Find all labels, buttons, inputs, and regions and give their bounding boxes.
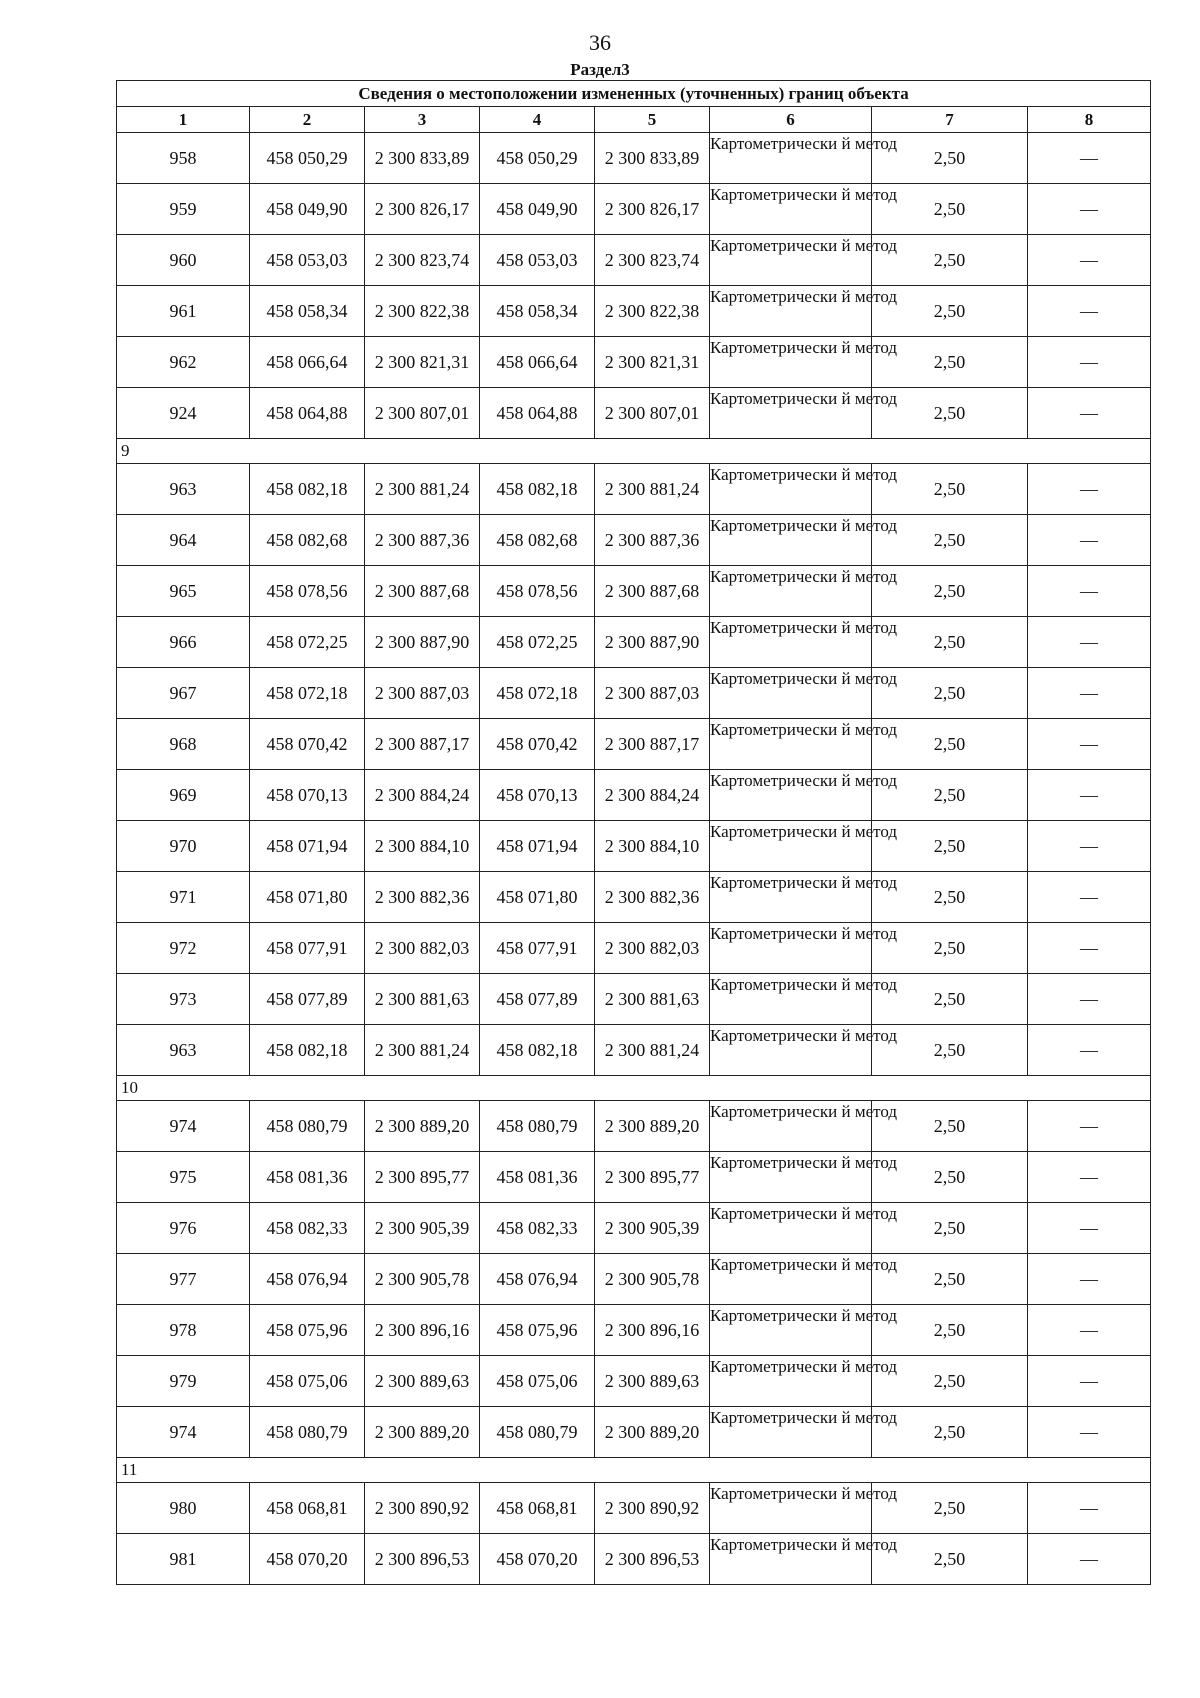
y-new-cell: 2 300 822,38 <box>595 286 710 337</box>
x-old-cell: 458 050,29 <box>250 133 365 184</box>
accuracy-cell: 2,50 <box>872 923 1028 974</box>
method-cell: Картометрически й метод <box>710 1534 872 1585</box>
table-row <box>117 133 1151 184</box>
accuracy-cell: 2,50 <box>872 1534 1028 1585</box>
table-row <box>117 617 1151 668</box>
y-old-cell: 2 300 896,16 <box>365 1305 480 1356</box>
accuracy-cell: 2,50 <box>872 388 1028 439</box>
point-number-cell: 924 <box>117 388 250 439</box>
method-cell: Картометрически й метод <box>710 1356 872 1407</box>
x-old-cell: 458 070,13 <box>250 770 365 821</box>
description-cell: — <box>1028 1356 1151 1407</box>
description-cell: — <box>1028 872 1151 923</box>
x-new-cell: 458 082,18 <box>480 464 595 515</box>
accuracy-cell: 2,50 <box>872 464 1028 515</box>
point-number-cell: 963 <box>117 464 250 515</box>
x-old-cell: 458 082,33 <box>250 1203 365 1254</box>
y-old-cell: 2 300 889,20 <box>365 1407 480 1458</box>
accuracy-cell: 2,50 <box>872 1203 1028 1254</box>
x-old-cell: 458 082,68 <box>250 515 365 566</box>
description-cell: — <box>1028 1305 1151 1356</box>
y-old-cell: 2 300 826,17 <box>365 184 480 235</box>
method-cell: Картометрически й метод <box>710 286 872 337</box>
point-number-cell: 979 <box>117 1356 250 1407</box>
description-cell: — <box>1028 617 1151 668</box>
x-old-cell: 458 081,36 <box>250 1152 365 1203</box>
description-cell: — <box>1028 1483 1151 1534</box>
table-row <box>117 974 1151 1025</box>
y-new-cell: 2 300 887,90 <box>595 617 710 668</box>
x-old-cell: 458 082,18 <box>250 1025 365 1076</box>
accuracy-cell: 2,50 <box>872 821 1028 872</box>
x-old-cell: 458 075,96 <box>250 1305 365 1356</box>
accuracy-cell: 2,50 <box>872 974 1028 1025</box>
y-new-cell: 2 300 821,31 <box>595 337 710 388</box>
description-cell: — <box>1028 184 1151 235</box>
point-number-cell: 967 <box>117 668 250 719</box>
point-number-cell: 962 <box>117 337 250 388</box>
table-body <box>117 133 1151 1585</box>
x-old-cell: 458 053,03 <box>250 235 365 286</box>
x-new-cell: 458 078,56 <box>480 566 595 617</box>
description-cell: — <box>1028 235 1151 286</box>
point-number-cell: 965 <box>117 566 250 617</box>
x-new-cell: 458 070,42 <box>480 719 595 770</box>
x-new-cell: 458 058,34 <box>480 286 595 337</box>
description-cell: — <box>1028 821 1151 872</box>
description-cell: — <box>1028 1025 1151 1076</box>
contour-group-row <box>117 1076 1151 1101</box>
point-number-cell: 959 <box>117 184 250 235</box>
y-new-cell: 2 300 889,20 <box>595 1407 710 1458</box>
description-cell: — <box>1028 719 1151 770</box>
x-old-cell: 458 070,20 <box>250 1534 365 1585</box>
table-caption: Сведения о местоположении измененных (уточненных) границ объекта <box>117 81 1151 107</box>
x-new-cell: 458 070,13 <box>480 770 595 821</box>
accuracy-cell: 2,50 <box>872 1356 1028 1407</box>
method-cell: Картометрически й метод <box>710 388 872 439</box>
method-cell: Картометрически й метод <box>710 133 872 184</box>
table-row <box>117 464 1151 515</box>
point-number-cell: 972 <box>117 923 250 974</box>
y-old-cell: 2 300 887,17 <box>365 719 480 770</box>
x-new-cell: 458 082,68 <box>480 515 595 566</box>
y-new-cell: 2 300 887,36 <box>595 515 710 566</box>
point-number-cell: 963 <box>117 1025 250 1076</box>
description-cell: — <box>1028 388 1151 439</box>
point-number-cell: 961 <box>117 286 250 337</box>
point-number-cell: 969 <box>117 770 250 821</box>
y-new-cell: 2 300 895,77 <box>595 1152 710 1203</box>
accuracy-cell: 2,50 <box>872 1254 1028 1305</box>
description-cell: — <box>1028 1152 1151 1203</box>
method-cell: Картометрически й метод <box>710 1203 872 1254</box>
x-new-cell: 458 068,81 <box>480 1483 595 1534</box>
x-new-cell: 458 053,03 <box>480 235 595 286</box>
description-cell: — <box>1028 1203 1151 1254</box>
table-row <box>117 872 1151 923</box>
contour-number: 11 <box>117 1458 1151 1483</box>
accuracy-cell: 2,50 <box>872 515 1028 566</box>
y-old-cell: 2 300 887,03 <box>365 668 480 719</box>
method-cell: Картометрически й метод <box>710 235 872 286</box>
table-row <box>117 515 1151 566</box>
accuracy-cell: 2,50 <box>872 872 1028 923</box>
description-cell: — <box>1028 515 1151 566</box>
description-cell: — <box>1028 974 1151 1025</box>
x-old-cell: 458 049,90 <box>250 184 365 235</box>
x-new-cell: 458 064,88 <box>480 388 595 439</box>
table-row <box>117 923 1151 974</box>
x-new-cell: 458 050,29 <box>480 133 595 184</box>
point-number-cell: 975 <box>117 1152 250 1203</box>
x-new-cell: 458 072,18 <box>480 668 595 719</box>
point-number-cell: 966 <box>117 617 250 668</box>
y-new-cell: 2 300 807,01 <box>595 388 710 439</box>
x-old-cell: 458 064,88 <box>250 388 365 439</box>
y-new-cell: 2 300 881,24 <box>595 464 710 515</box>
x-new-cell: 458 071,80 <box>480 872 595 923</box>
x-new-cell: 458 075,06 <box>480 1356 595 1407</box>
x-old-cell: 458 078,56 <box>250 566 365 617</box>
column-number: 6 <box>710 107 872 133</box>
y-old-cell: 2 300 905,39 <box>365 1203 480 1254</box>
point-number-cell: 960 <box>117 235 250 286</box>
description-cell: — <box>1028 668 1151 719</box>
x-old-cell: 458 080,79 <box>250 1101 365 1152</box>
point-number-cell: 978 <box>117 1305 250 1356</box>
description-cell: — <box>1028 286 1151 337</box>
table-row <box>117 1407 1151 1458</box>
method-cell: Картометрически й метод <box>710 1407 872 1458</box>
accuracy-cell: 2,50 <box>872 719 1028 770</box>
column-number: 5 <box>595 107 710 133</box>
method-cell: Картометрически й метод <box>710 923 872 974</box>
y-old-cell: 2 300 884,10 <box>365 821 480 872</box>
accuracy-cell: 2,50 <box>872 1483 1028 1534</box>
contour-number: 9 <box>117 439 1151 464</box>
accuracy-cell: 2,50 <box>872 1305 1028 1356</box>
contour-group-row <box>117 439 1151 464</box>
y-old-cell: 2 300 890,92 <box>365 1483 480 1534</box>
table-row <box>117 668 1151 719</box>
table-row <box>117 821 1151 872</box>
method-cell: Картометрически й метод <box>710 1152 872 1203</box>
accuracy-cell: 2,50 <box>872 566 1028 617</box>
method-cell: Картометрически й метод <box>710 566 872 617</box>
y-new-cell: 2 300 882,36 <box>595 872 710 923</box>
description-cell: — <box>1028 1407 1151 1458</box>
column-number-row <box>117 107 1151 133</box>
y-old-cell: 2 300 807,01 <box>365 388 480 439</box>
y-old-cell: 2 300 833,89 <box>365 133 480 184</box>
point-number-cell: 981 <box>117 1534 250 1585</box>
coordinates-table <box>116 80 1151 1585</box>
table-row <box>117 1254 1151 1305</box>
x-new-cell: 458 082,33 <box>480 1203 595 1254</box>
y-new-cell: 2 300 905,39 <box>595 1203 710 1254</box>
x-old-cell: 458 072,18 <box>250 668 365 719</box>
y-new-cell: 2 300 896,16 <box>595 1305 710 1356</box>
x-new-cell: 458 077,91 <box>480 923 595 974</box>
x-new-cell: 458 070,20 <box>480 1534 595 1585</box>
accuracy-cell: 2,50 <box>872 286 1028 337</box>
x-old-cell: 458 071,80 <box>250 872 365 923</box>
x-new-cell: 458 071,94 <box>480 821 595 872</box>
y-old-cell: 2 300 887,90 <box>365 617 480 668</box>
y-old-cell: 2 300 884,24 <box>365 770 480 821</box>
method-cell: Картометрически й метод <box>710 337 872 388</box>
x-old-cell: 458 076,94 <box>250 1254 365 1305</box>
y-old-cell: 2 300 881,63 <box>365 974 480 1025</box>
method-cell: Картометрически й метод <box>710 719 872 770</box>
accuracy-cell: 2,50 <box>872 1101 1028 1152</box>
table-row <box>117 770 1151 821</box>
table-row <box>117 388 1151 439</box>
accuracy-cell: 2,50 <box>872 617 1028 668</box>
y-new-cell: 2 300 826,17 <box>595 184 710 235</box>
y-old-cell: 2 300 881,24 <box>365 1025 480 1076</box>
x-old-cell: 458 075,06 <box>250 1356 365 1407</box>
description-cell: — <box>1028 1254 1151 1305</box>
x-old-cell: 458 066,64 <box>250 337 365 388</box>
method-cell: Картометрически й метод <box>710 770 872 821</box>
table-row <box>117 184 1151 235</box>
y-new-cell: 2 300 905,78 <box>595 1254 710 1305</box>
y-old-cell: 2 300 823,74 <box>365 235 480 286</box>
table-row <box>117 286 1151 337</box>
y-new-cell: 2 300 833,89 <box>595 133 710 184</box>
y-old-cell: 2 300 895,77 <box>365 1152 480 1203</box>
y-old-cell: 2 300 889,20 <box>365 1101 480 1152</box>
x-old-cell: 458 077,89 <box>250 974 365 1025</box>
page-number: 36 <box>589 30 611 55</box>
point-number-cell: 968 <box>117 719 250 770</box>
method-cell: Картометрически й метод <box>710 617 872 668</box>
method-cell: Картометрически й метод <box>710 821 872 872</box>
point-number-cell: 964 <box>117 515 250 566</box>
x-new-cell: 458 049,90 <box>480 184 595 235</box>
table-row <box>117 1305 1151 1356</box>
y-old-cell: 2 300 822,38 <box>365 286 480 337</box>
point-number-cell: 970 <box>117 821 250 872</box>
description-cell: — <box>1028 464 1151 515</box>
y-new-cell: 2 300 823,74 <box>595 235 710 286</box>
contour-group-row <box>117 1458 1151 1483</box>
y-new-cell: 2 300 887,03 <box>595 668 710 719</box>
table-row <box>117 1483 1151 1534</box>
table-caption-row <box>117 81 1151 107</box>
point-number-cell: 971 <box>117 872 250 923</box>
column-number: 7 <box>872 107 1028 133</box>
column-number: 8 <box>1028 107 1151 133</box>
x-new-cell: 458 066,64 <box>480 337 595 388</box>
point-number-cell: 980 <box>117 1483 250 1534</box>
x-old-cell: 458 070,42 <box>250 719 365 770</box>
y-new-cell: 2 300 887,68 <box>595 566 710 617</box>
x-new-cell: 458 077,89 <box>480 974 595 1025</box>
x-old-cell: 458 072,25 <box>250 617 365 668</box>
point-number-cell: 974 <box>117 1101 250 1152</box>
point-number-cell: 976 <box>117 1203 250 1254</box>
x-new-cell: 458 075,96 <box>480 1305 595 1356</box>
y-new-cell: 2 300 890,92 <box>595 1483 710 1534</box>
method-cell: Картометрически й метод <box>710 1101 872 1152</box>
x-new-cell: 458 072,25 <box>480 617 595 668</box>
y-old-cell: 2 300 905,78 <box>365 1254 480 1305</box>
x-old-cell: 458 058,34 <box>250 286 365 337</box>
description-cell: — <box>1028 770 1151 821</box>
y-new-cell: 2 300 889,63 <box>595 1356 710 1407</box>
method-cell: Картометрически й метод <box>710 1483 872 1534</box>
point-number-cell: 974 <box>117 1407 250 1458</box>
method-cell: Картометрически й метод <box>710 668 872 719</box>
y-new-cell: 2 300 881,24 <box>595 1025 710 1076</box>
description-cell: — <box>1028 337 1151 388</box>
y-new-cell: 2 300 884,10 <box>595 821 710 872</box>
description-cell: — <box>1028 923 1151 974</box>
column-number: 2 <box>250 107 365 133</box>
column-number: 3 <box>365 107 480 133</box>
method-cell: Картометрически й метод <box>710 1305 872 1356</box>
description-cell: — <box>1028 566 1151 617</box>
method-cell: Картометрически й метод <box>710 1025 872 1076</box>
y-new-cell: 2 300 881,63 <box>595 974 710 1025</box>
accuracy-cell: 2,50 <box>872 1407 1028 1458</box>
method-cell: Картометрически й метод <box>710 464 872 515</box>
y-new-cell: 2 300 896,53 <box>595 1534 710 1585</box>
method-cell: Картометрически й метод <box>710 974 872 1025</box>
y-old-cell: 2 300 821,31 <box>365 337 480 388</box>
column-number: 4 <box>480 107 595 133</box>
y-new-cell: 2 300 882,03 <box>595 923 710 974</box>
contour-number: 10 <box>117 1076 1151 1101</box>
x-new-cell: 458 081,36 <box>480 1152 595 1203</box>
y-new-cell: 2 300 887,17 <box>595 719 710 770</box>
table-row <box>117 566 1151 617</box>
x-new-cell: 458 076,94 <box>480 1254 595 1305</box>
y-old-cell: 2 300 896,53 <box>365 1534 480 1585</box>
accuracy-cell: 2,50 <box>872 1025 1028 1076</box>
accuracy-cell: 2,50 <box>872 337 1028 388</box>
y-old-cell: 2 300 881,24 <box>365 464 480 515</box>
point-number-cell: 977 <box>117 1254 250 1305</box>
method-cell: Картометрически й метод <box>710 1254 872 1305</box>
table-row <box>117 1356 1151 1407</box>
accuracy-cell: 2,50 <box>872 133 1028 184</box>
x-old-cell: 458 068,81 <box>250 1483 365 1534</box>
x-old-cell: 458 071,94 <box>250 821 365 872</box>
description-cell: — <box>1028 1101 1151 1152</box>
x-old-cell: 458 077,91 <box>250 923 365 974</box>
accuracy-cell: 2,50 <box>872 770 1028 821</box>
method-cell: Картометрически й метод <box>710 872 872 923</box>
table-row <box>117 1203 1151 1254</box>
description-cell: — <box>1028 133 1151 184</box>
point-number-cell: 973 <box>117 974 250 1025</box>
x-old-cell: 458 080,79 <box>250 1407 365 1458</box>
table-row <box>117 719 1151 770</box>
x-new-cell: 458 082,18 <box>480 1025 595 1076</box>
y-old-cell: 2 300 887,36 <box>365 515 480 566</box>
table-row <box>117 1152 1151 1203</box>
y-new-cell: 2 300 889,20 <box>595 1101 710 1152</box>
table-row <box>117 1101 1151 1152</box>
accuracy-cell: 2,50 <box>872 668 1028 719</box>
accuracy-cell: 2,50 <box>872 235 1028 286</box>
table-row <box>117 235 1151 286</box>
x-new-cell: 458 080,79 <box>480 1407 595 1458</box>
y-old-cell: 2 300 882,03 <box>365 923 480 974</box>
table-row <box>117 1025 1151 1076</box>
y-old-cell: 2 300 887,68 <box>365 566 480 617</box>
method-cell: Картометрически й метод <box>710 515 872 566</box>
x-old-cell: 458 082,18 <box>250 464 365 515</box>
description-cell: — <box>1028 1534 1151 1585</box>
method-cell: Картометрически й метод <box>710 184 872 235</box>
accuracy-cell: 2,50 <box>872 184 1028 235</box>
point-number-cell: 958 <box>117 133 250 184</box>
y-old-cell: 2 300 889,63 <box>365 1356 480 1407</box>
accuracy-cell: 2,50 <box>872 1152 1028 1203</box>
section-title: Раздел3 <box>570 60 630 79</box>
table-row <box>117 1534 1151 1585</box>
table-row <box>117 337 1151 388</box>
y-new-cell: 2 300 884,24 <box>595 770 710 821</box>
y-old-cell: 2 300 882,36 <box>365 872 480 923</box>
x-new-cell: 458 080,79 <box>480 1101 595 1152</box>
column-number: 1 <box>117 107 250 133</box>
